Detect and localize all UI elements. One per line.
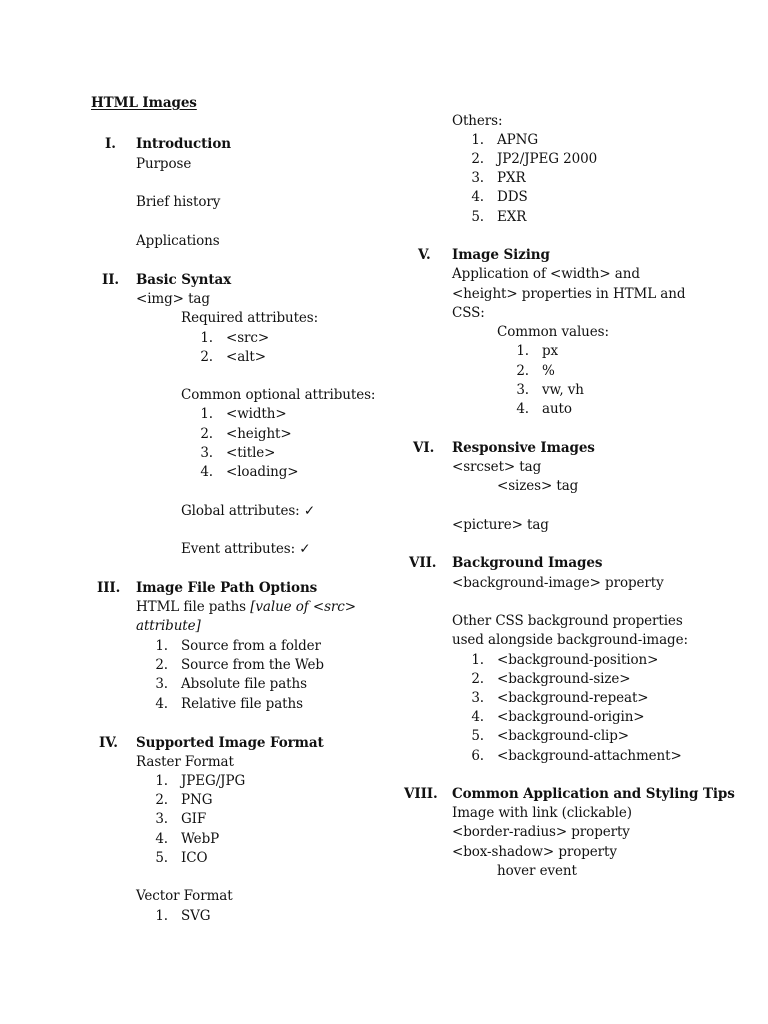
list-item: <src>	[226, 330, 270, 346]
sub-label: Common values:	[497, 324, 609, 340]
section-numeral: VIII.	[404, 786, 438, 802]
list-number: 5.	[471, 728, 484, 744]
list-number: 1.	[471, 132, 484, 148]
list-item: <background-position>	[497, 652, 659, 668]
list-number: 4.	[471, 709, 484, 725]
list-number: 2.	[516, 363, 529, 379]
sub-label: Required attributes:	[181, 310, 319, 326]
list-item: GIF	[181, 811, 207, 827]
list-number: 1.	[155, 638, 168, 654]
list-item: Relative file paths	[181, 696, 303, 712]
list-item: JP2/JPEG 2000	[497, 151, 598, 167]
list-item: vw, vh	[542, 382, 584, 398]
section-numeral: I.	[105, 136, 116, 152]
list-item: <height>	[226, 426, 292, 442]
list-item: SVG	[181, 908, 211, 924]
list-number: 3.	[471, 170, 484, 186]
list-item: <loading>	[226, 464, 299, 480]
section-numeral: II.	[102, 272, 120, 288]
list-item: WebP	[181, 831, 220, 847]
list-number: 2.	[200, 349, 213, 365]
list-number: 4.	[155, 831, 168, 847]
list-item: <background-size>	[497, 671, 631, 687]
list-number: 1.	[471, 652, 484, 668]
list-item: <background-attachment>	[497, 748, 682, 764]
list-number: 4.	[155, 696, 168, 712]
list-item: Absolute file paths	[181, 676, 307, 692]
list-number: 1.	[155, 908, 168, 924]
section-heading-styling-tips: Common Application and Styling Tips	[452, 786, 735, 802]
section-heading-image-sizing: Image Sizing	[452, 247, 550, 263]
list-item: Brief history	[136, 194, 221, 210]
sub-label: Common optional attributes:	[181, 387, 376, 403]
list-item: PNG	[181, 792, 213, 808]
sub-label: Global attributes: ✓	[181, 503, 316, 519]
paragraph-line: CSS:	[452, 305, 485, 321]
list-item: <title>	[226, 445, 276, 461]
list-item: <background-clip>	[497, 728, 630, 744]
paragraph-line: Application of <width> and	[452, 266, 640, 282]
list-item: <srcset> tag	[452, 459, 542, 475]
paragraph-line: <border-radius> property	[452, 824, 630, 840]
list-number: 5.	[471, 209, 484, 225]
list-item: <background-repeat>	[497, 690, 649, 706]
list-number: 2.	[155, 657, 168, 673]
list-number: 4.	[516, 401, 529, 417]
list-item: %	[542, 363, 555, 379]
paragraph-line: <height> properties in HTML and	[452, 286, 686, 302]
section-heading-file-path: Image File Path Options	[136, 580, 318, 596]
section-numeral: IV.	[99, 735, 118, 751]
paragraph-line: Other CSS background properties	[452, 613, 683, 629]
list-item: <alt>	[226, 349, 266, 365]
list-item: px	[542, 343, 559, 359]
list-item: PXR	[497, 170, 526, 186]
paragraph-line: <background-image> property	[452, 575, 664, 591]
list-number: 1.	[200, 330, 213, 346]
list-number: 2.	[155, 792, 168, 808]
list-item: APNG	[497, 132, 539, 148]
list-item: ICO	[181, 850, 208, 866]
paragraph-line: <box-shadow> property	[452, 844, 617, 860]
list-number: 1.	[155, 773, 168, 789]
list-number: 3.	[155, 676, 168, 692]
section-heading-background: Background Images	[452, 555, 603, 571]
list-number: 1.	[516, 343, 529, 359]
list-item: <picture> tag	[452, 517, 549, 533]
paragraph-line: Image with link (clickable)	[452, 805, 632, 821]
sub-label: Vector Format	[136, 888, 233, 904]
list-item: Purpose	[136, 156, 192, 172]
section-numeral: V.	[418, 247, 431, 263]
list-item: <width>	[226, 406, 287, 422]
list-item: Source from the Web	[181, 657, 324, 673]
italic-note: attribute]	[136, 618, 201, 634]
list-item: EXR	[497, 209, 527, 225]
paragraph-line: used alongside background-image:	[452, 632, 688, 648]
list-number: 3.	[200, 445, 213, 461]
paragraph-line	[136, 598, 356, 616]
section-heading-image-format: Supported Image Format	[136, 735, 324, 751]
section-heading-responsive: Responsive Images	[452, 440, 595, 456]
sub-label: Event attributes: ✓	[181, 541, 311, 557]
section-numeral: III.	[97, 580, 121, 596]
section-heading-introduction: Introduction	[136, 136, 231, 152]
sub-label: Raster Format	[136, 754, 234, 770]
list-number: 1.	[200, 406, 213, 422]
section-numeral: VI.	[413, 440, 435, 456]
list-item: JPEG/JPG	[181, 773, 246, 789]
list-number: 3.	[516, 382, 529, 398]
plain-text: HTML file paths	[136, 599, 251, 615]
page-title: HTML Images	[91, 95, 197, 111]
list-number: 4.	[200, 464, 213, 480]
list-item: <img> tag	[136, 291, 210, 307]
list-item: auto	[542, 401, 572, 417]
list-item: DDS	[497, 189, 528, 205]
list-number: 3.	[155, 811, 168, 827]
sub-label: Others:	[452, 113, 503, 129]
list-item: Applications	[136, 233, 220, 249]
section-heading-basic-syntax: Basic Syntax	[136, 272, 232, 288]
list-item: <sizes> tag	[497, 478, 579, 494]
list-number: 6.	[471, 748, 484, 764]
list-number: 2.	[471, 151, 484, 167]
list-number: 2.	[471, 671, 484, 687]
list-number: 4.	[471, 189, 484, 205]
italic-note: [value of <src>	[250, 599, 356, 615]
list-item: Source from a folder	[181, 638, 321, 654]
section-numeral: VII.	[409, 555, 437, 571]
list-number: 2.	[200, 426, 213, 442]
list-number: 5.	[155, 850, 168, 866]
list-number: 3.	[471, 690, 484, 706]
paragraph-line: hover event	[497, 863, 577, 879]
list-item: <background-origin>	[497, 709, 645, 725]
